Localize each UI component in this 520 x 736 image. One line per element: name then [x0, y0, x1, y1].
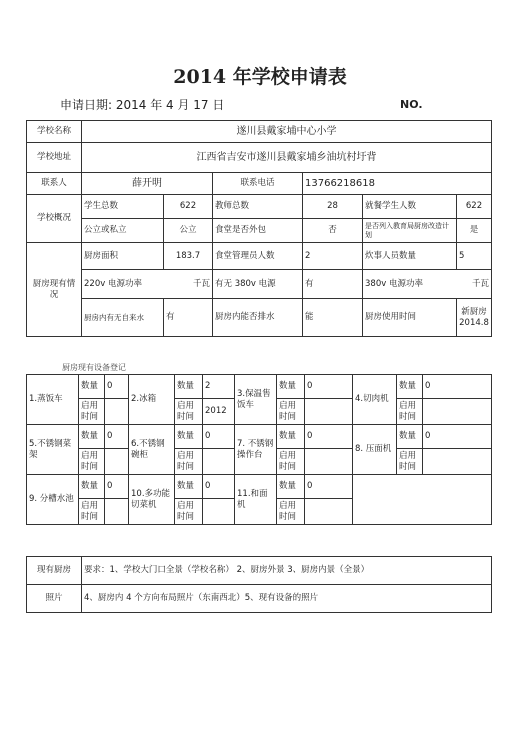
kitchen-area-value: 183.7: [164, 243, 213, 270]
qty-label: 数量: [175, 475, 203, 499]
equipment-5-time: [105, 449, 129, 475]
time-label: 启用时间: [277, 449, 305, 475]
phone-value: 13766218618: [303, 173, 492, 195]
qty-label: 数量: [277, 475, 305, 499]
qty-label: 数量: [397, 375, 423, 399]
school-name-value: 遂川县戴家埔中心小学: [82, 121, 492, 143]
power-380v-available-label: 有无 380v 电源: [213, 270, 303, 299]
equipment-10-time: [203, 499, 235, 525]
photos-requirement-line1: 要求：1、学校大门口全景（学校名称） 2、厨房外景 3、厨房内景（全景）: [82, 557, 492, 585]
equipment-3-name: 3.保温售饭车: [235, 375, 277, 425]
equipment-11-qty: 0: [305, 475, 353, 499]
equipment-7-name: 7. 不锈钢操作台: [235, 425, 277, 475]
time-label: 启用时间: [397, 399, 423, 425]
kitchen-usage-label: 厨房使用时间: [363, 299, 457, 337]
equipment-4-qty: 0: [423, 375, 492, 399]
equipment-3-time: [305, 399, 353, 425]
kitchen-usage-status: 新厨房: [461, 307, 487, 318]
photos-requirement-line2: 4、厨房内 4 个方向布局照片（东南西北）5、现有设备的照片: [82, 585, 492, 613]
equipment-10-qty: 0: [203, 475, 235, 499]
equipment-9-time: [105, 499, 129, 525]
contact-value: 薛开明: [82, 173, 213, 195]
equipment-6-time: [203, 449, 235, 475]
application-date: 申请日期: 2014 年 4 月 17 日: [60, 98, 225, 112]
qty-label: 数量: [175, 375, 203, 399]
equipment-empty-cell: [353, 475, 492, 525]
equipment-section-title: 厨房现有设备登记: [62, 363, 126, 372]
time-label: 启用时间: [397, 449, 423, 475]
drainage-label: 厨房内能否排水: [213, 299, 303, 337]
equipment-5-qty: 0: [105, 425, 129, 449]
photos-table: [26, 556, 492, 613]
drainage-value: 能: [303, 299, 363, 337]
equipment-6-name: 6.不锈钢碗柜: [129, 425, 175, 475]
time-label: 启用时间: [277, 499, 305, 525]
qty-label: 数量: [79, 375, 105, 399]
equipment-6-qty: 0: [203, 425, 235, 449]
equipment-9-name: 9. 分槽水池: [27, 475, 79, 525]
equipment-4-time: [423, 399, 492, 425]
phone-label: 联系电话: [213, 173, 303, 195]
cooking-staff-label: 炊事人员数量: [363, 243, 457, 270]
qty-label: 数量: [79, 475, 105, 499]
kitchen-label: 厨房现有情况: [27, 243, 82, 337]
qty-label: 数量: [277, 375, 305, 399]
time-label: 启用时间: [79, 399, 105, 425]
power-220v-label: 220v 电源功率: [84, 278, 142, 289]
outsourced-label: 食堂是否外包: [213, 219, 303, 243]
form-title: 2014 年学校申请表: [173, 66, 347, 88]
tap-water-label: 厨房内有无自来水: [82, 299, 164, 337]
time-label: 启用时间: [79, 449, 105, 475]
qty-label: 数量: [277, 425, 305, 449]
time-label: 启用时间: [175, 449, 203, 475]
canteen-managers-label: 食堂管理员人数: [213, 243, 303, 270]
school-name-label: 学校名称: [27, 121, 82, 143]
equipment-7-time: [305, 449, 353, 475]
power-380v-available-value: 有: [303, 270, 363, 299]
teachers-value: 28: [303, 195, 363, 219]
time-label: 启用时间: [175, 499, 203, 525]
renovation-plan-value: 是: [457, 219, 492, 243]
equipment-11-time: [305, 499, 353, 525]
equipment-3-qty: 0: [305, 375, 353, 399]
cooking-staff-value: 5: [457, 243, 492, 270]
time-label: 启用时间: [277, 399, 305, 425]
school-type-value: 公立: [164, 219, 213, 243]
school-address-label: 学校地址: [27, 143, 82, 173]
equipment-4-name: 4.切肉机: [353, 375, 397, 425]
overview-label: 学校概况: [27, 195, 82, 243]
power-380v-label: 380v 电源功率: [365, 278, 423, 289]
meal-students-label: 就餐学生人数: [363, 195, 457, 219]
equipment-11-name: 11.和面机: [235, 475, 277, 525]
power-380v-cell: [363, 270, 492, 299]
equipment-2-qty: 2: [203, 375, 235, 399]
power-380v-unit: 千瓦: [471, 278, 489, 289]
equipment-8-time: [423, 449, 492, 475]
equipment-2-time: 2012: [203, 399, 235, 425]
tap-water-value: 有: [164, 299, 213, 337]
qty-label: 数量: [175, 425, 203, 449]
time-label: 启用时间: [175, 399, 203, 425]
kitchen-area-label: 厨房面积: [82, 243, 164, 270]
school-info-table: [26, 120, 492, 337]
qty-label: 数量: [79, 425, 105, 449]
students-label: 学生总数: [82, 195, 164, 219]
photos-label-b: 照片: [27, 585, 82, 613]
form-number-label: NO.: [400, 98, 423, 111]
power-220v-unit: 千瓦: [192, 278, 210, 289]
equipment-8-name: 8. 压面机: [353, 425, 397, 475]
school-address-value: 江西省吉安市遂川县戴家埔乡油坑村圩背: [82, 143, 492, 173]
equipment-1-qty: 0: [105, 375, 129, 399]
meal-students-value: 622: [457, 195, 492, 219]
canteen-managers-value: 2: [303, 243, 363, 270]
equipment-7-qty: 0: [305, 425, 353, 449]
students-value: 622: [164, 195, 213, 219]
qty-label: 数量: [397, 425, 423, 449]
teachers-label: 教师总数: [213, 195, 303, 219]
equipment-5-name: 5.不锈钢菜架: [27, 425, 79, 475]
outsourced-value: 否: [303, 219, 363, 243]
kitchen-usage-value: [457, 299, 492, 337]
photos-label-a: 现有厨房: [27, 557, 82, 585]
equipment-8-qty: 0: [423, 425, 492, 449]
equipment-10-name: 10.多功能切菜机: [129, 475, 175, 525]
renovation-plan-label: 是否列入教育局厨房改造计划: [363, 219, 457, 243]
equipment-9-qty: 0: [105, 475, 129, 499]
equipment-1-time: [105, 399, 129, 425]
time-label: 启用时间: [79, 499, 105, 525]
equipment-1-name: 1.蒸饭车: [27, 375, 79, 425]
equipment-table: [26, 374, 492, 525]
contact-label: 联系人: [27, 173, 82, 195]
equipment-2-name: 2.冰箱: [129, 375, 175, 425]
school-type-label: 公立或私立: [82, 219, 164, 243]
kitchen-usage-date: 2014.8: [459, 317, 489, 328]
power-220v-cell: [82, 270, 213, 299]
